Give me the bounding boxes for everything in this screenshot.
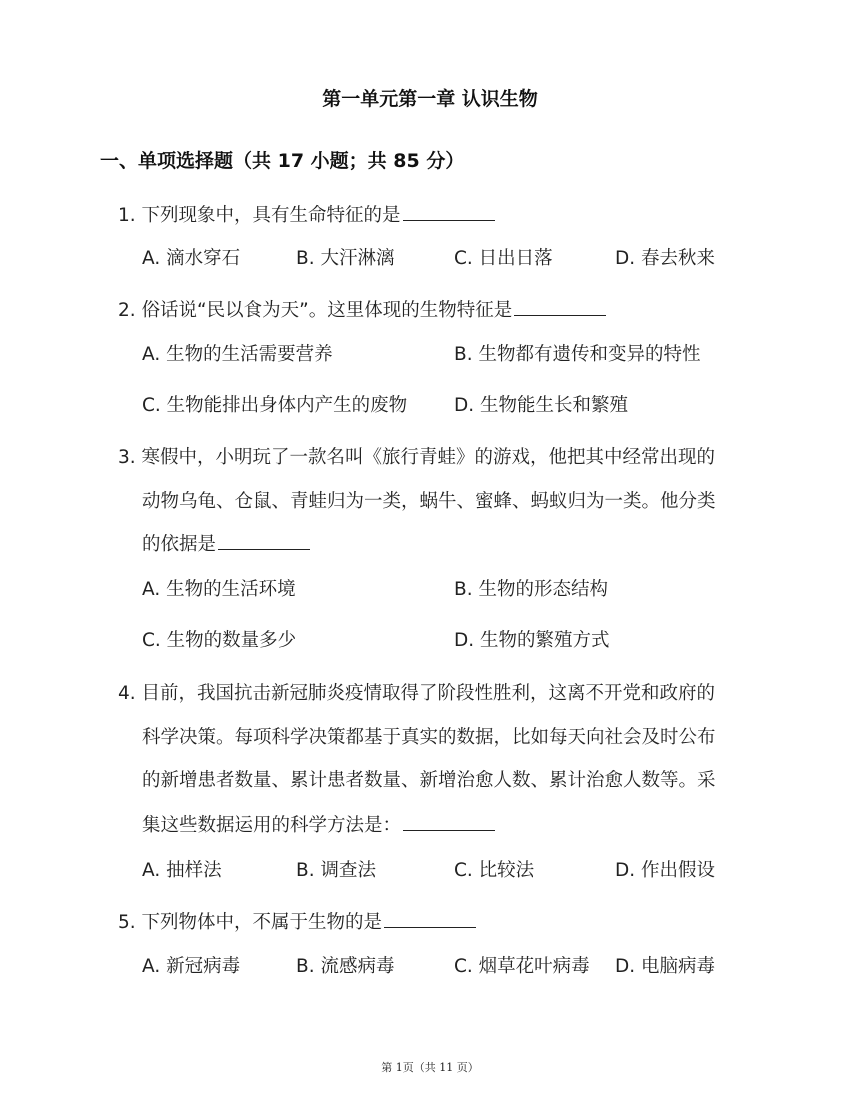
answer-blank[interactable]: [384, 909, 476, 928]
question-3-stem-line-1: 3. 寒假中，小明玩了一款名叫《旅行青蛙》的游戏，他把其中经常出现的: [118, 447, 716, 468]
question-3-option-d: D. 生物的繁殖方式: [454, 630, 610, 651]
question-2-option-d: D. 生物能生长和繁殖: [454, 395, 629, 416]
question-1-option-b: B. 大汗淋漓: [296, 248, 395, 269]
question-3-stem-line-2: 动物乌龟、仓鼠、青蛙归为一类，蜗牛、蜜蜂、蚂蚁归为一类。他分类: [142, 491, 716, 512]
question-5-stem: 5. 下列物体中，不属于生物的是: [118, 908, 476, 934]
question-4-stem-line-3: 的新增患者数量、累计患者数量、新增治愈人数、累计治愈人数等。采: [142, 770, 716, 791]
page-footer: 第 1页（共 11 页）: [381, 1061, 479, 1074]
answer-blank[interactable]: [403, 812, 495, 831]
question-5-option-d: D. 电脑病毒: [615, 956, 716, 977]
question-2-option-b: B. 生物都有遗传和变异的特性: [454, 344, 701, 365]
section-heading: 一、单项选择题（共 17 小题；共 85 分）: [100, 150, 465, 172]
question-1-option-c: C. 日出日落: [454, 248, 553, 269]
question-4-option-d: D. 作出假设: [615, 860, 716, 881]
question-5-option-c: C. 烟草花叶病毒: [454, 956, 590, 977]
answer-blank[interactable]: [218, 531, 310, 550]
question-4-stem-line-2: 科学决策。每项科学决策都基于真实的数据，比如每天向社会及时公布: [142, 727, 716, 748]
answer-blank[interactable]: [403, 202, 495, 221]
question-1-option-a: A. 滴水穿石: [142, 248, 241, 269]
question-2-option-a: A. 生物的生活需要营养: [142, 344, 333, 365]
question-3-stem-line-3: 的依据是: [142, 530, 310, 556]
question-1-option-d: D. 春去秋来: [615, 248, 716, 269]
question-3-option-c: C. 生物的数量多少: [142, 630, 297, 651]
question-4-stem-line-1: 4. 目前，我国抗击新冠肺炎疫情取得了阶段性胜利，这离不开党和政府的: [118, 683, 716, 704]
question-2-stem: 2. 俗话说“民以食为天”。这里体现的生物特征是: [118, 296, 606, 322]
answer-blank[interactable]: [514, 297, 606, 316]
question-4-option-a: A. 抽样法: [142, 860, 222, 881]
question-1-stem: 1. 下列现象中，具有生命特征的是: [118, 201, 495, 227]
question-3-option-b: B. 生物的形态结构: [454, 579, 608, 600]
page-title: 第一单元第一章 认识生物: [322, 88, 538, 110]
question-4-option-b: B. 调查法: [296, 860, 376, 881]
question-5-option-a: A. 新冠病毒: [142, 956, 241, 977]
question-4-stem-line-4: 集这些数据运用的科学方法是：: [142, 811, 495, 837]
question-5-option-b: B. 流感病毒: [296, 956, 395, 977]
question-2-option-c: C. 生物能排出身体内产生的废物: [142, 395, 408, 416]
question-3-option-a: A. 生物的生活环境: [142, 579, 296, 600]
question-4-option-c: C. 比较法: [454, 860, 535, 881]
